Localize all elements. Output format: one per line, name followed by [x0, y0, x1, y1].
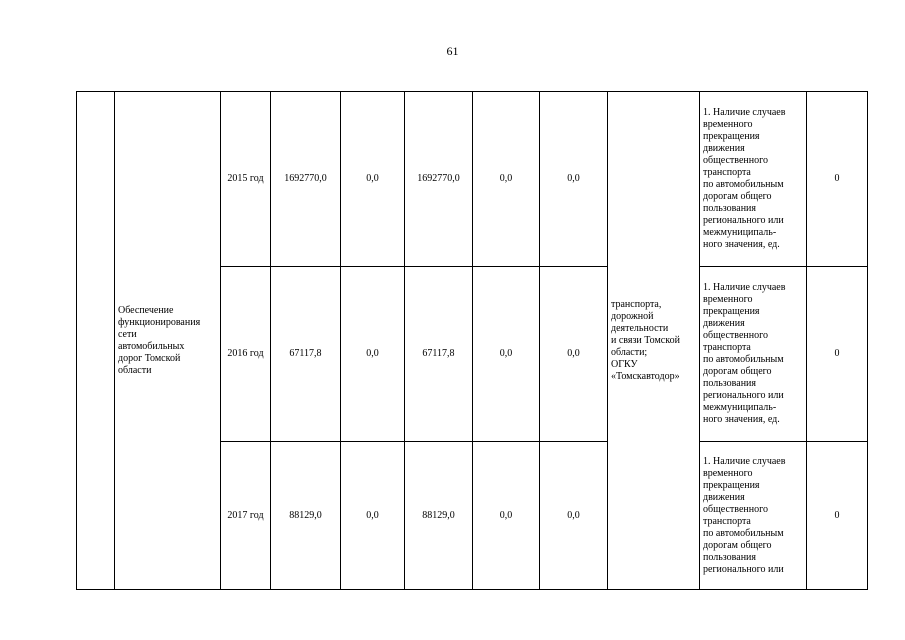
federal-budget-cell: 0,0: [341, 92, 405, 267]
executor-cell: транспорта, дорожной деятельности и связи Томской области; ОГКУ «Томскавтодор»: [608, 92, 700, 590]
table-row: [77, 92, 868, 267]
year-cell: 2015 год: [221, 92, 271, 267]
indicator-value-cell: 0: [807, 92, 868, 267]
extrabudgetary-cell: 0,0: [540, 92, 608, 267]
regional-budget-cell: 1692770,0: [405, 92, 473, 267]
federal-budget-cell: 0,0: [341, 267, 405, 442]
year-cell: 2017 год: [221, 442, 271, 590]
number-cell: [77, 92, 115, 590]
indicator-cell: 1. Наличие случаев временного прекращения движения общественного транспорта по автомобильным дорогам общего пользования регионального или межмуниципаль- ного значения, ед.: [700, 92, 807, 267]
extrabudgetary-cell: 0,0: [540, 267, 608, 442]
indicator-value-cell: 0: [807, 442, 868, 590]
indicator-cell: 1. Наличие случаев временного прекращения движения общественного транспорта по автомобильным дорогам общего пользования регионального или межмуниципаль- ного значения, ед.: [700, 267, 807, 442]
total-cell: 67117,8: [271, 267, 341, 442]
regional-budget-cell: 88129,0: [405, 442, 473, 590]
program-table: [76, 91, 868, 590]
local-budget-cell: 0,0: [473, 267, 540, 442]
year-cell: 2016 год: [221, 267, 271, 442]
federal-budget-cell: 0,0: [341, 442, 405, 590]
program-name-cell: Обеспечение функционирования сети автомобильных дорог Томской области: [115, 92, 221, 590]
total-cell: 88129,0: [271, 442, 341, 590]
indicator-value-cell: 0: [807, 267, 868, 442]
local-budget-cell: 0,0: [473, 92, 540, 267]
local-budget-cell: 0,0: [473, 442, 540, 590]
page-number: 61: [446, 44, 459, 58]
regional-budget-cell: 67117,8: [405, 267, 473, 442]
total-cell: 1692770,0: [271, 92, 341, 267]
extrabudgetary-cell: 0,0: [540, 442, 608, 590]
indicator-cell: 1. Наличие случаев временного прекращения движения общественного транспорта по автомобильным дорогам общего пользования регионального или: [700, 442, 807, 590]
